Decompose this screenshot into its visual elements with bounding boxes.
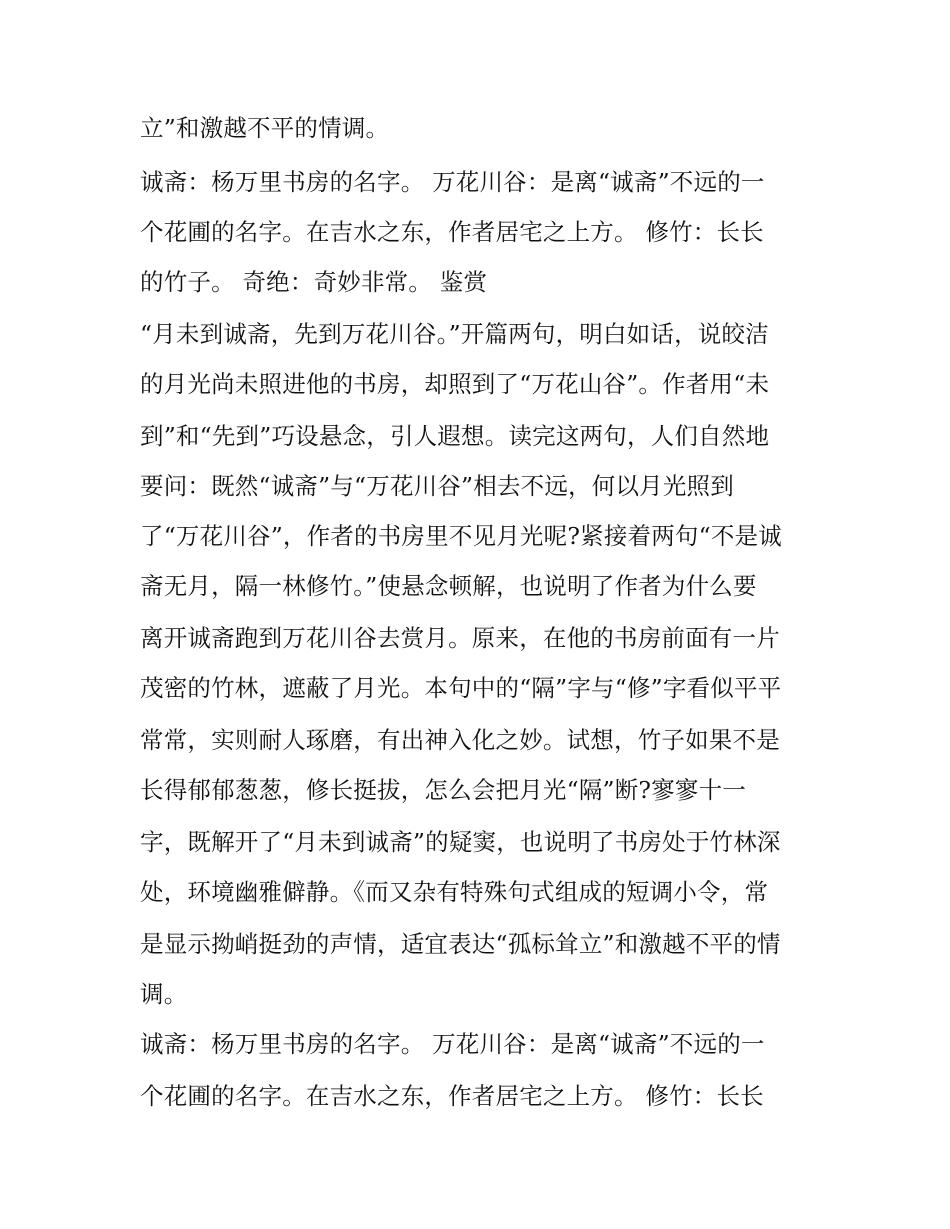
text-line: 调。: [140, 980, 188, 1008]
text-line: 个花圃的名字。在吉水之东，作者居宅之上方。 修竹：长长: [140, 1082, 764, 1110]
text-line: 要问：既然“诚斋”与“万花川谷”相去不远，何以月光照到: [140, 472, 734, 500]
text-line: 长得郁郁葱葱，修长挺拔，怎么会把月光“隔”断?寥寥十一: [140, 776, 747, 804]
text-line: 诚斋：杨万里书房的名字。 万花川谷：是离“诚斋”不远的一: [140, 168, 765, 196]
text-line: 立”和激越不平的情调。: [140, 114, 390, 142]
text-line: 诚斋：杨万里书房的名字。 万花川谷：是离“诚斋”不远的一: [140, 1030, 765, 1058]
text-line: 字，既解开了“月未到诚斋”的疑窦，也说明了书房处于竹林深: [140, 828, 781, 856]
text-line: 茂密的竹林，遮蔽了月光。本句中的“隔”字与“修”字看似平平: [140, 674, 782, 702]
text-line: 常常，实则耐人琢磨，有出神入化之妙。试想，竹子如果不是: [140, 726, 780, 754]
text-line: 到”和“先到”巧设悬念，引人遐想。读完这两句，人们自然地: [140, 422, 770, 450]
text-line: 的月光尚未照进他的书房，却照到了“万花山谷”。作者用“未: [140, 370, 770, 398]
text-line: 个花圃的名字。在吉水之东，作者居宅之上方。 修竹：长长: [140, 218, 764, 246]
text-line: 处，环境幽雅僻静。《而又杂有特殊句式组成的短调小令，常: [140, 878, 769, 906]
text-line: 是显示拗峭挺劲的声情，适宜表达“孤标耸立”和激越不平的情: [140, 930, 781, 958]
text-line: 离开诚斋跑到万花川谷去赏月。原来，在他的书房前面有一片: [140, 624, 780, 652]
text-line: “月未到诚斋，先到万花川谷。”开篇两句，明白如话，说皎洁: [140, 320, 769, 348]
text-line: 斋无月，隔一林修竹。”使悬念顿解，也说明了作者为什么要: [140, 572, 757, 600]
text-line: 了“万花川谷”，作者的书房里不见月光呢?紧接着两句“不是诚: [140, 522, 782, 550]
text-line: 的竹子。 奇绝：奇妙非常。 鉴赏: [140, 268, 488, 296]
